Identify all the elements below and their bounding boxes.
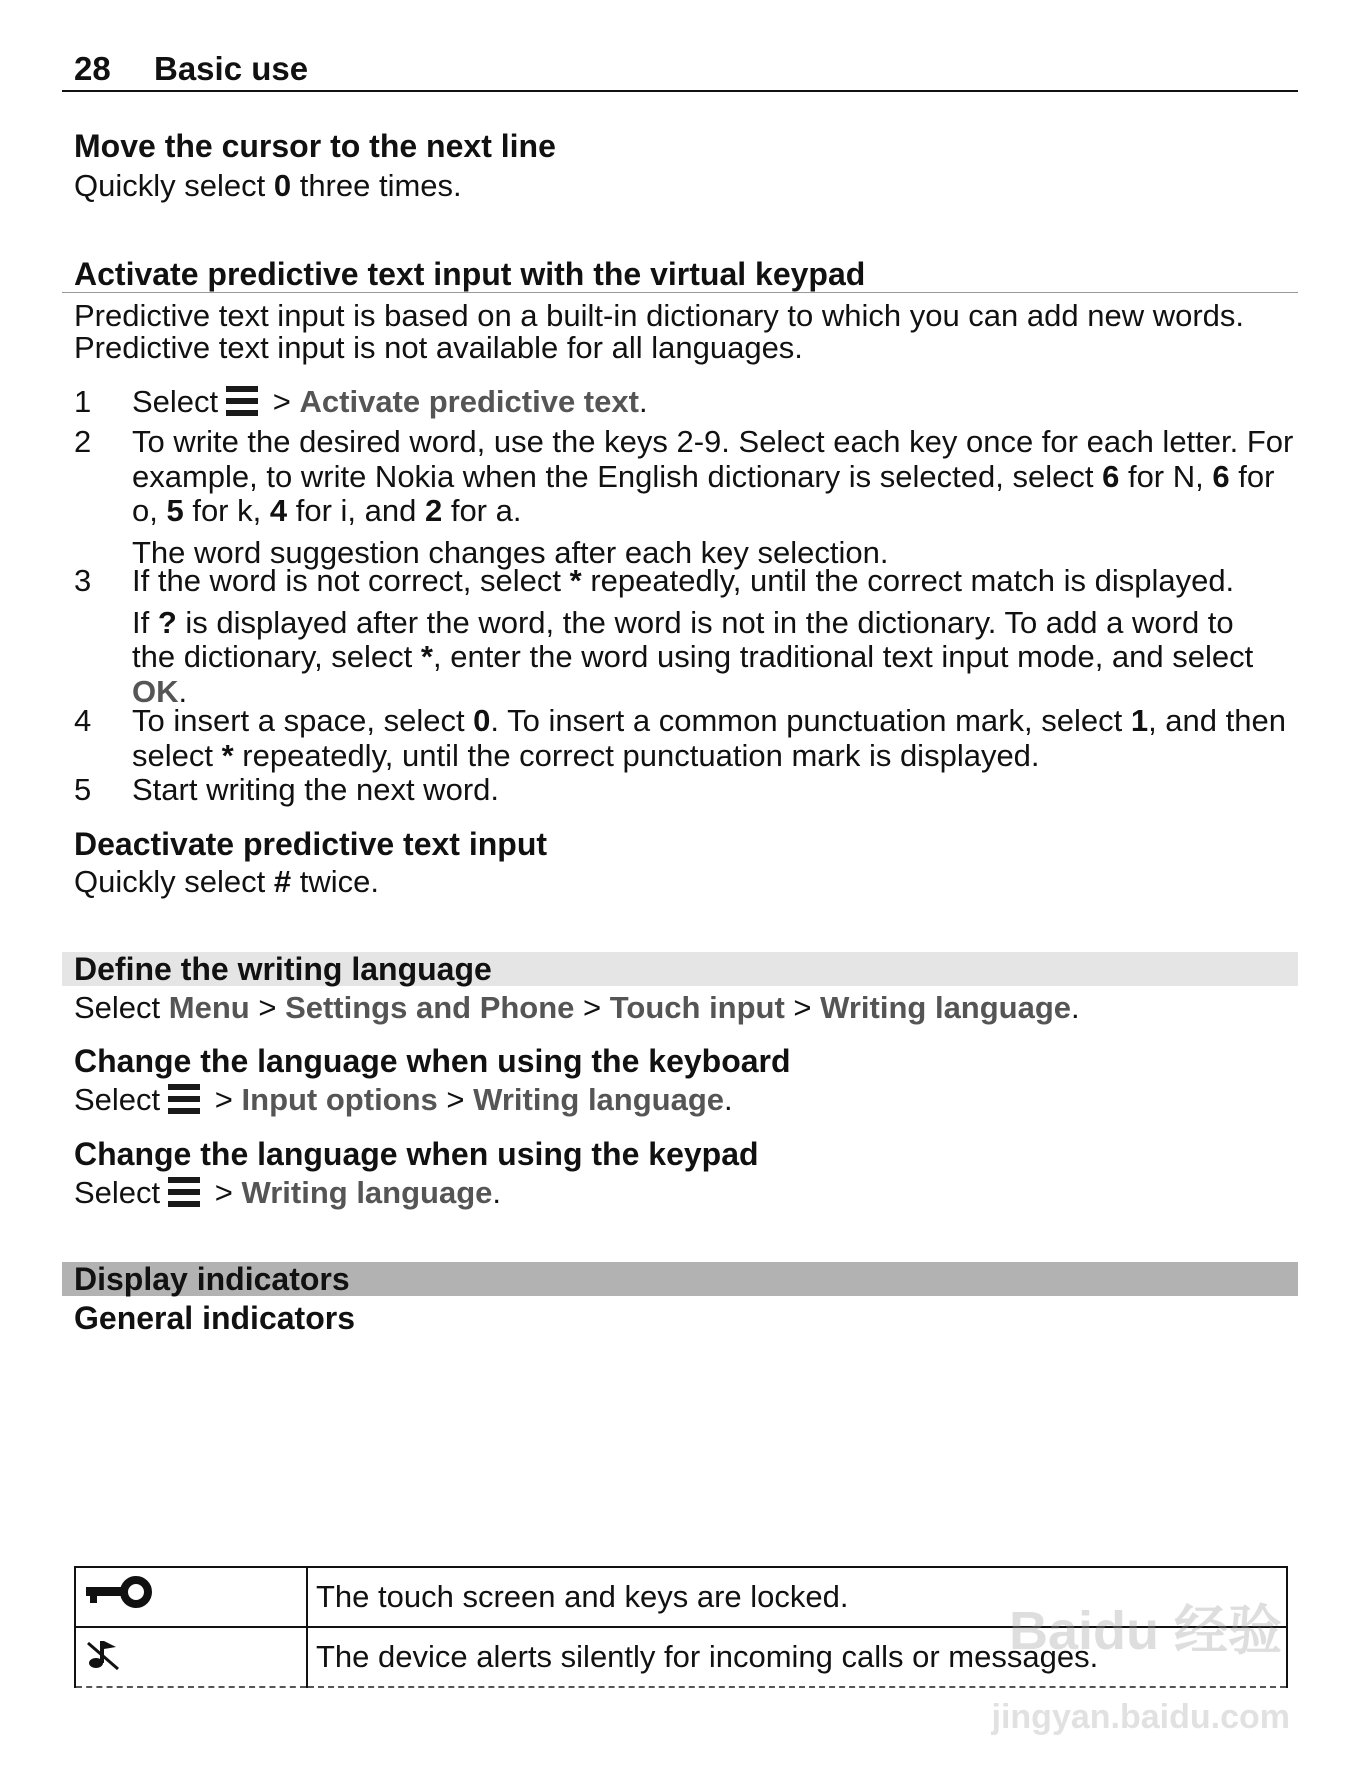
indicator-description: The device alerts silently for incoming calls or messages. (307, 1627, 1287, 1687)
heading-keypad-language: Change the language when using the keypad (74, 1136, 759, 1172)
key-lock-icon (84, 1573, 154, 1613)
options-menu-icon (224, 384, 260, 418)
section-bar-display-indicators: Display indicators (62, 1262, 1298, 1296)
keyboard-language-path: Select > Input options > Writing language. (74, 1082, 733, 1117)
heading-activate-predictive: Activate predictive text input with the virtual keypad (74, 256, 866, 292)
deactivate-text: Quickly select # twice. (74, 864, 379, 899)
heading-move-cursor: Move the cursor to the next line (74, 128, 556, 164)
move-cursor-text: Quickly select 0 three times. (74, 168, 462, 203)
step-2-note: The word suggestion changes after each key selection. (132, 534, 889, 570)
indicator-description: The touch screen and keys are locked. (307, 1567, 1287, 1627)
page-header (62, 48, 1298, 92)
writing-language-path: Select Menu > Settings and Phone > Touch input > Writing language. (74, 990, 1080, 1025)
watermark-url: jingyan.baidu.com (991, 1698, 1290, 1736)
silent-alert-icon (84, 1633, 124, 1673)
section-bar-writing-language: Define the writing language (62, 952, 1298, 986)
watermark-logo: Baidu 经验 (1008, 1601, 1282, 1661)
predictive-intro-1: Predictive text input is based on a built-in dictionary to which you can add new words. (74, 298, 1245, 333)
options-menu-icon (166, 1082, 202, 1116)
page-number: 28 (74, 50, 111, 87)
options-menu-icon (166, 1175, 202, 1209)
heading-general-indicators: General indicators (74, 1300, 355, 1336)
heading-deactivate-predictive: Deactivate predictive text input (74, 826, 548, 862)
section-divider (62, 292, 1298, 293)
indicator-icon-cell (75, 1567, 307, 1627)
predictive-intro-2: Predictive text input is not available for all languages. (74, 330, 803, 365)
keypad-language-path: Select > Writing language. (74, 1175, 502, 1210)
indicator-icon-cell (75, 1627, 307, 1687)
heading-keyboard-language: Change the language when using the keyboard (74, 1043, 791, 1079)
page-title: Basic use (154, 50, 309, 87)
